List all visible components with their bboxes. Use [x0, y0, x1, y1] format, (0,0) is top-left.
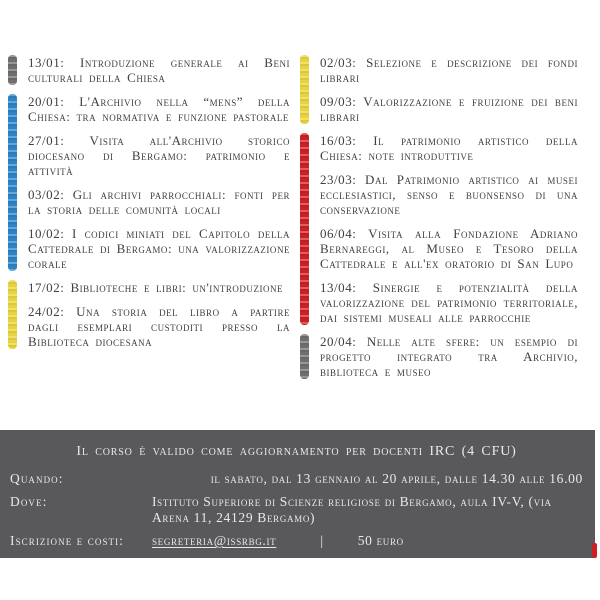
- schedule-item: 13/01: Introduzione generale ai Beni culturali della Chiesa: [28, 55, 290, 85]
- when-value: il sabato, dal 13 gennaio al 20 aprile, dalle 14.30 alle 16.00: [210, 471, 583, 486]
- course-validity-note: Il corso è valido come aggiornamento per docenti IRC (4 CFU): [76, 444, 517, 459]
- category-bar-red: [300, 133, 309, 325]
- category-group-red: [300, 133, 578, 325]
- category-group-blue: [8, 94, 290, 271]
- schedule-item: 17/02: Biblioteche e libri: un'introduzione: [28, 280, 284, 295]
- session-list: [320, 334, 578, 379]
- session-list: [320, 55, 578, 124]
- category-bar-gray: [300, 334, 309, 379]
- separator-bar: |: [320, 533, 324, 548]
- where-value: Istituto Superiore di Scienze religiose di Bergamo, aula IV-V, (via Arena 11, 24129 Bergamo): [152, 494, 552, 525]
- session-list: [28, 280, 290, 349]
- schedule-item: 27/01: Visita all'Archivio storico diocesano di Bergamo: patrimonio e attività: [28, 133, 290, 178]
- enrollment-price: 50 euro: [357, 533, 404, 548]
- session-list: [28, 55, 290, 85]
- schedule-item: 23/03: Dal Patrimonio artistico ai musei ecclesiastici, senso e buonsenso di una conservazione: [320, 172, 578, 217]
- schedule-item: 20/01: L'Archivio nella “mens” della Chiesa: tra normativa e funzione pastorale: [28, 94, 290, 124]
- schedule-item: 09/03: Valorizzazione e fruizione dei beni librari: [320, 94, 578, 124]
- where-label: Dove:: [10, 494, 48, 509]
- category-group-yellow: [8, 280, 290, 349]
- schedule-column-left: [8, 55, 290, 388]
- enrollment-email-link[interactable]: segreteria@issrbg.it: [152, 533, 277, 548]
- footer: [0, 430, 595, 558]
- session-list: [28, 94, 290, 271]
- footer-row-enrollment: [10, 533, 583, 549]
- schedule-item: 03/02: Gli archivi parrocchiali: fonti per la storia delle comunità locali: [28, 187, 290, 217]
- category-bar-gray: [8, 55, 17, 85]
- schedule-item: 06/04: Visita alla Fondazione Adriano Bernareggi, al Museo e Tesoro della Cattedrale e all'ex oratorio di San Lupo: [320, 226, 578, 271]
- schedule: [8, 55, 578, 388]
- footer-row-when: [10, 471, 583, 487]
- category-bar-yellow: [300, 55, 309, 124]
- schedule-item: 24/02: Una storia del libro a partire dagli esemplari custoditi presso la Biblioteca diocesana: [28, 304, 290, 349]
- schedule-item: 20/04: Nelle alte sfere: un esempio di progetto integrato tra Archivio, biblioteca e museo: [320, 334, 578, 379]
- schedule-item: 10/02: I codici miniati del Capitolo della Cattedrale di Bergamo: una valorizzazione corale: [28, 226, 290, 271]
- schedule-item: 13/04: Sinergie e potenzialità della valorizzazione del patrimonio territoriale, dai sistemi museali alle parrocchie: [320, 280, 578, 325]
- category-group-yellow: [300, 55, 578, 124]
- session-list: [320, 133, 578, 325]
- category-group-gray: [300, 334, 578, 379]
- footer-row-where: [10, 494, 583, 526]
- schedule-column-right: [300, 55, 578, 388]
- when-label: Quando:: [10, 471, 64, 486]
- red-edge-mark: [592, 543, 597, 558]
- category-bar-blue: [8, 94, 17, 271]
- schedule-item: 02/03: Selezione e descrizione dei fondi librari: [320, 55, 578, 85]
- category-bar-yellow: [8, 280, 17, 349]
- category-group-gray: [8, 55, 290, 85]
- enrollment-label: Iscrizione e costi:: [10, 533, 125, 548]
- schedule-item: 16/03: Il patrimonio artistico della Chiesa: note introduttive: [320, 133, 578, 163]
